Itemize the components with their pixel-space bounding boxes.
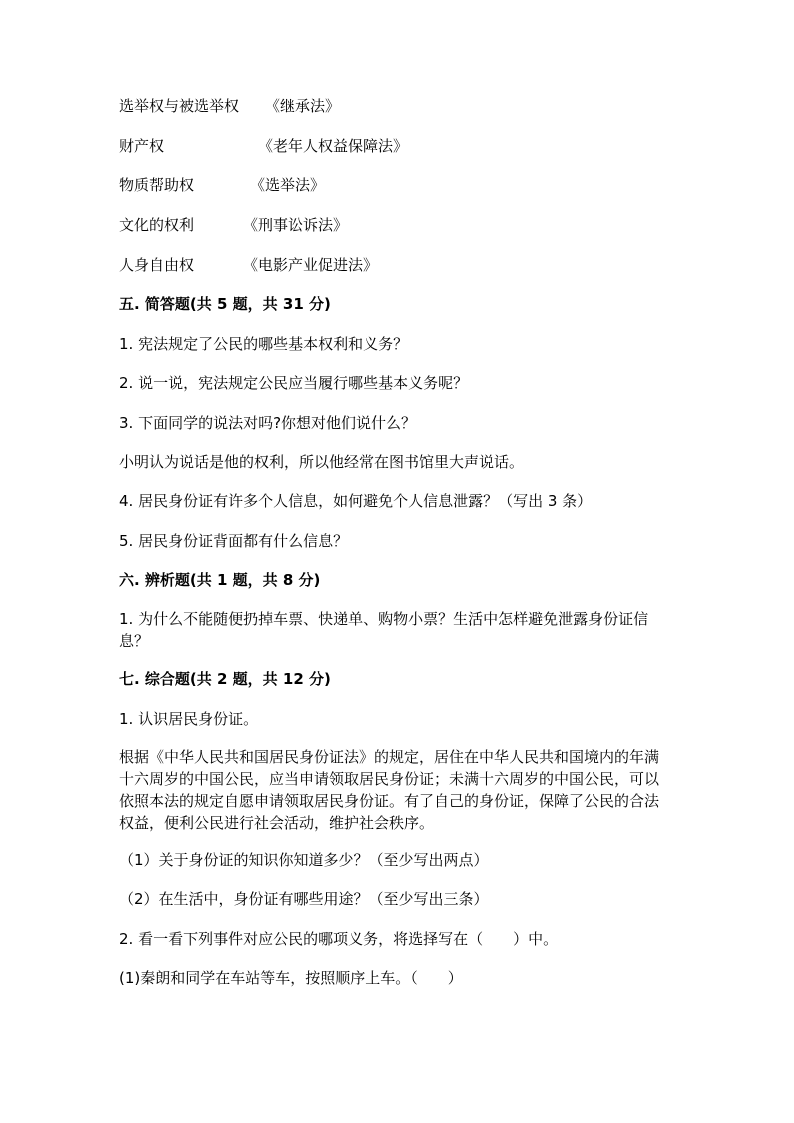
matching-right: 《老年人权益保障法》: [258, 137, 409, 155]
matching-pair-1: [119, 96, 679, 116]
matching-pair-2: [119, 136, 679, 156]
matching-right: 《选举法》: [250, 176, 326, 194]
section-6-title: 六. 辨析题(共 1 题，共 8 分): [119, 571, 321, 589]
section-5-question-1: 1. 宪法规定了公民的哪些基本权利和义务？: [119, 335, 409, 353]
section-7-question-2: 2. 看一看下列事件对应公民的哪项义务，将选择写在（ ）中。: [119, 930, 559, 948]
section-6-question-1: 1. 为什么不能随便扔掉车票、快递单、购物小票？生活中怎样避免泄露身份证信息？: [119, 610, 649, 650]
section-7-title: 七. 综合题(共 2 题，共 12 分): [119, 670, 331, 688]
matching-left: 选举权与被选举权: [119, 97, 240, 115]
section-7-question-2-item-1: (1)秦朗和同学在车站等车，按照顺序上车。（ ）: [119, 969, 463, 987]
section-7-subquestion-2: （2）在生活中，身份证有哪些用途？（至少写出三条）: [119, 890, 489, 908]
section-5-question-5: 5. 居民身份证背面都有什么信息？: [119, 532, 349, 550]
section-5-question-4: 4. 居民身份证有许多个人信息，如何避免个人信息泄露？（写出 3 条）: [119, 492, 593, 510]
matching-pair-5: [119, 255, 679, 275]
matching-right: 《继承法》: [265, 97, 341, 115]
matching-left: 财产权: [119, 137, 165, 155]
matching-left: 物质帮助权: [119, 176, 195, 194]
matching-left: 文化的权利: [119, 216, 195, 234]
section-5-question-2: 2. 说一说，宪法规定公民应当履行哪些基本义务呢？: [119, 374, 469, 392]
section-7-question-1: 1. 认识居民身份证。: [119, 710, 259, 728]
section-5-question-3: 3. 下面同学的说法对吗?你想对他们说什么？: [119, 414, 417, 432]
section-5-title: 五. 简答题(共 5 题，共 31 分): [119, 295, 331, 313]
matching-right: 《电影产业促进法》: [243, 256, 379, 274]
section-5-question-3-context: 小明认为说话是他的权利，所以他经常在图书馆里大声说话。: [119, 453, 525, 471]
section-7-passage: 根据《中华人民共和国居民身份证法》的规定，居住在中华人民共和国境内的年满十六周岁的中国公民，应当申请领取居民身份证；未满十六周岁的中国公民，可以依照本法的规定自愿申请领取居民身份证。有了自己的身份证，保障了公民的合法权益，便利公民进行社会活动，维护社会秩序。: [119, 748, 660, 832]
matching-pair-4: [119, 215, 679, 235]
matching-pair-3: [119, 175, 679, 195]
matching-left: 人身自由权: [119, 256, 195, 274]
matching-right: 《刑事讼诉法》: [243, 216, 349, 234]
section-7-subquestion-1: （1）关于身份证的知识你知道多少？（至少写出两点）: [119, 851, 489, 869]
